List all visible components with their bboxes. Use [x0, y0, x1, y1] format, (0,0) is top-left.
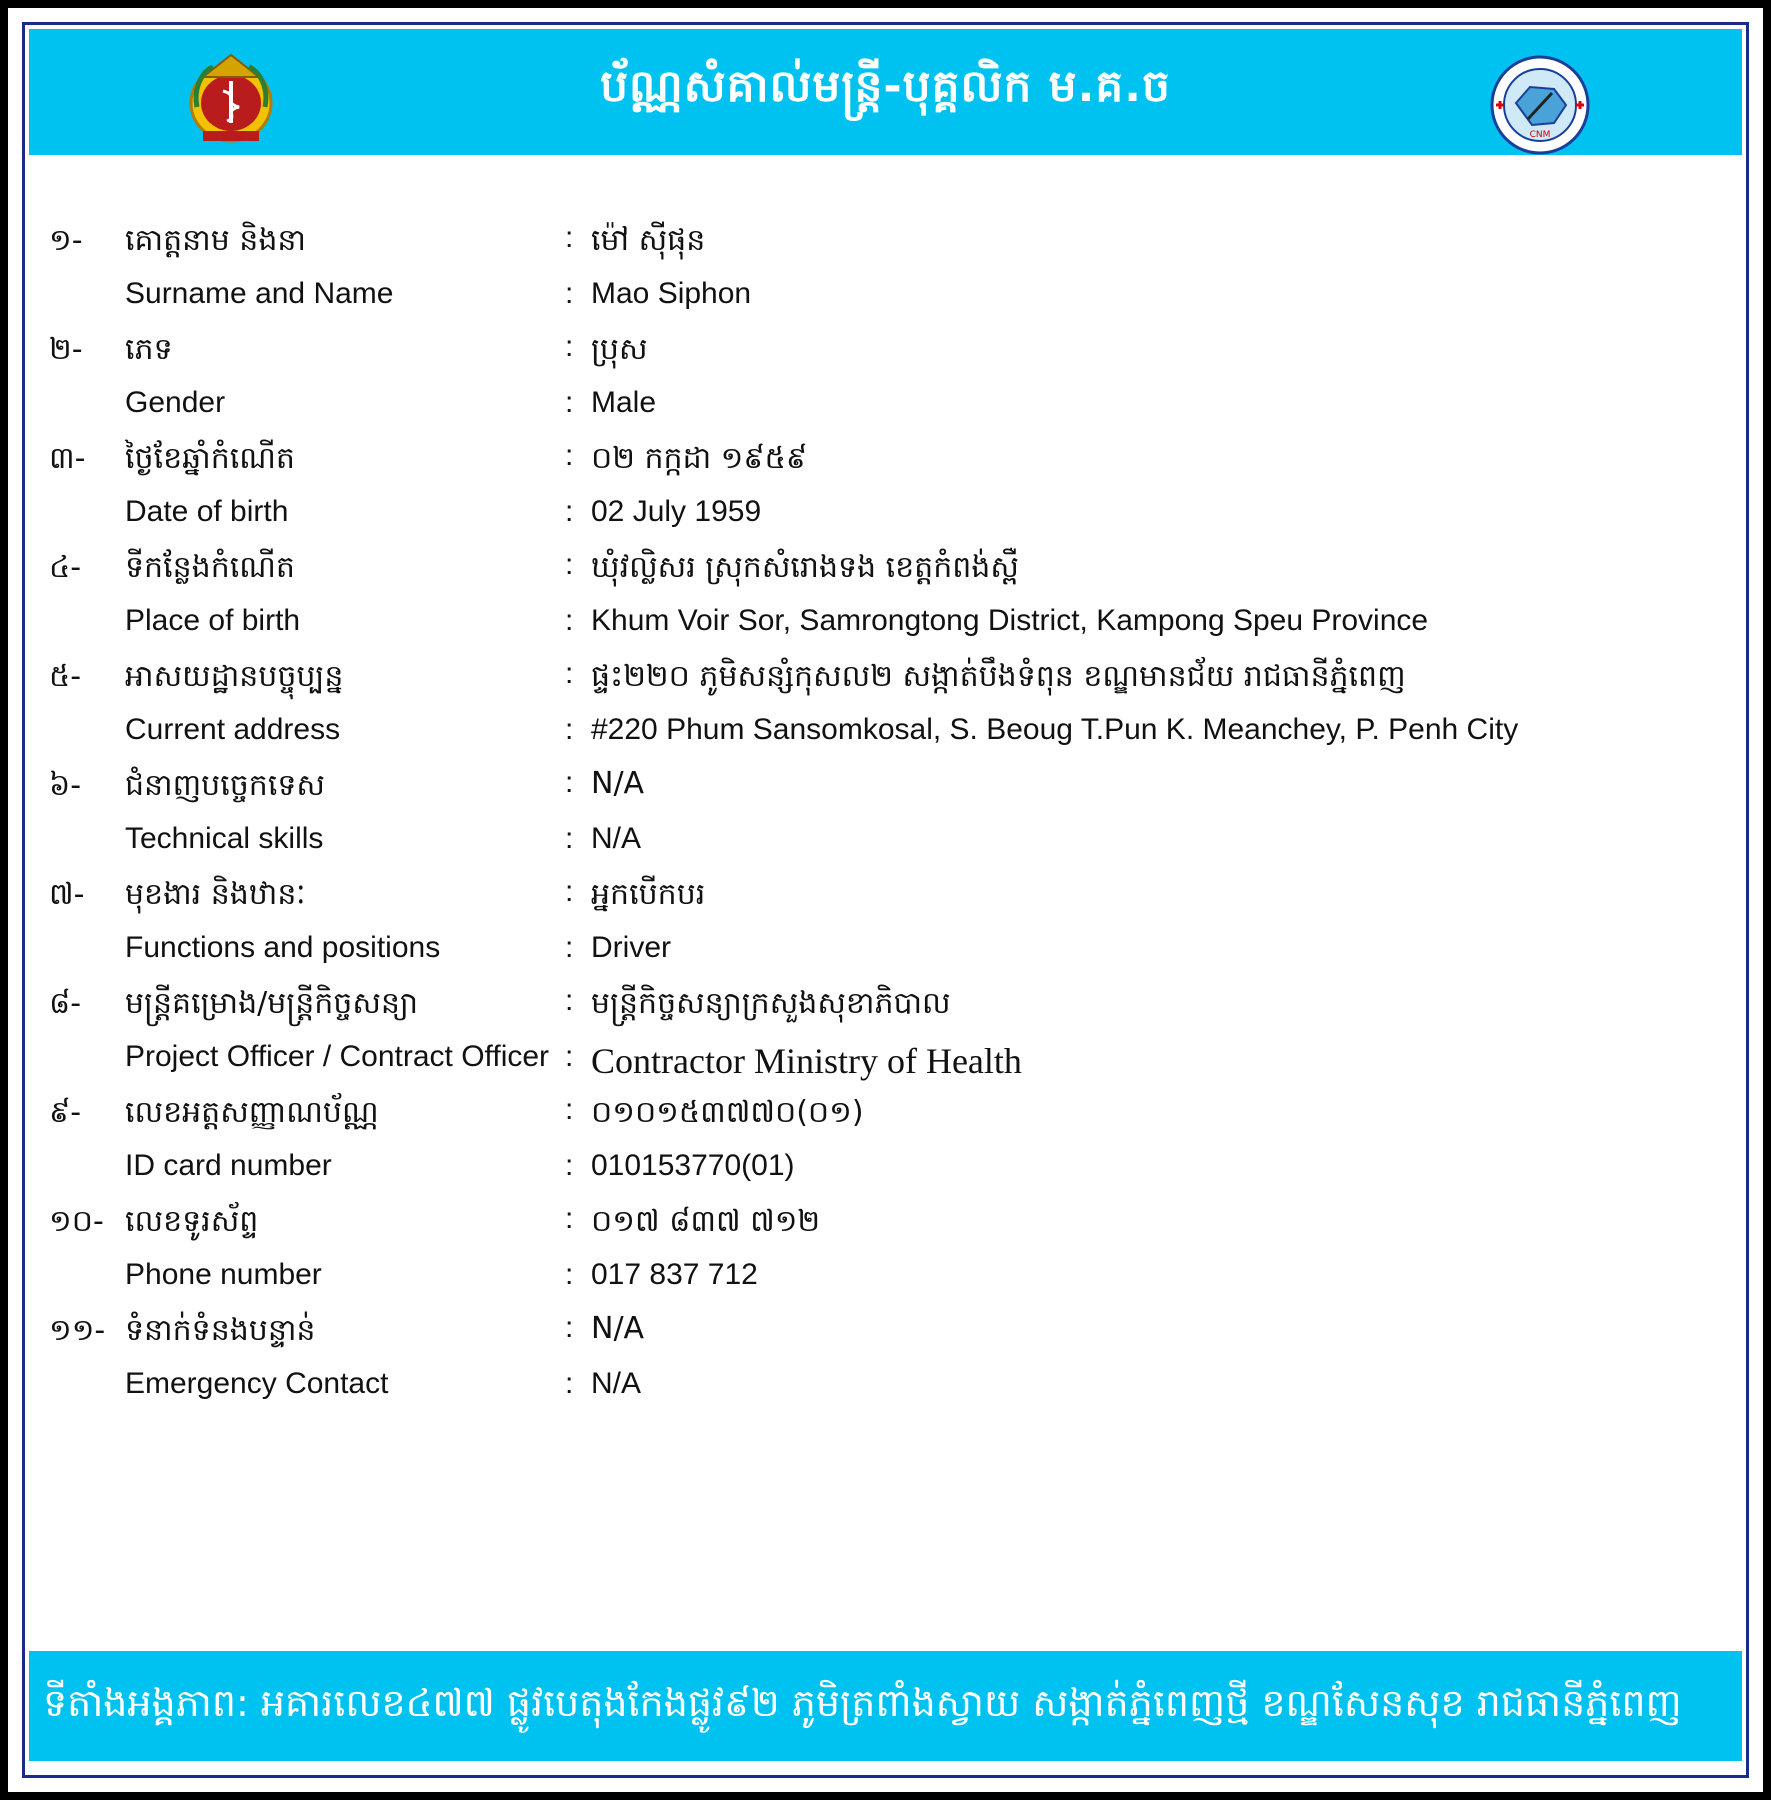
field-value-en: #220 Phum Sansomkosal, S. Beoug T.Pun K. Meanchey, P. Penh City: [591, 713, 1519, 746]
field-number: ៣-: [49, 441, 86, 476]
field-row-en: [25, 931, 1746, 979]
field-label-kh: ជំនាញបច្ចេកទេស: [125, 768, 325, 803]
field-colon: :: [565, 1367, 574, 1400]
field-colon: :: [565, 439, 574, 472]
field-label-kh: មុខងារ និងឋានៈ: [125, 877, 306, 912]
field-label-en: Emergency Contact: [125, 1367, 389, 1400]
field-label-kh: ទីកន្លែងកំណើត: [125, 550, 295, 585]
field-number: ៥-: [49, 659, 82, 694]
field-colon: :: [565, 1149, 574, 1182]
field-row-en: [25, 1149, 1746, 1197]
field-value-kh: N/A: [591, 766, 645, 801]
field-number: ២-: [49, 332, 83, 367]
field-colon: :: [565, 1258, 574, 1291]
field-label-en: Place of birth: [125, 604, 301, 637]
field-value-kh: ០២ កក្កដា ១៩៥៩: [591, 441, 808, 476]
field-label-kh: ទំនាក់ទំនងបន្ទាន់: [125, 1313, 316, 1348]
field-label-kh: គោត្តនាម និងនា: [125, 223, 306, 258]
field-label-en: ID card number: [125, 1149, 332, 1182]
field-label-en: Project Officer / Contract Officer: [125, 1040, 550, 1073]
field-row-en: [25, 713, 1746, 761]
field-colon: :: [565, 875, 574, 908]
field-value-en: Mao Siphon: [591, 277, 752, 310]
office-location-text: ទីតាំងអង្គភាព: អគារលេខ៤៧៧ ផ្លូវបេតុងកែងផ្លូវ៩២ ភូមិត្រពាំងស្វាយ សង្កាត់ភ្នំពេញថ្មី ខណ្ឌសែនសុខ រាជធានីភ្នំពេញ: [43, 1681, 1682, 1725]
fields-section: [25, 25, 1746, 1775]
field-value-kh: អ្នកបើកបរ: [591, 877, 706, 912]
field-number: ៦-: [49, 768, 82, 803]
footer-banner: [29, 1651, 1742, 1761]
field-row-kh: [25, 1093, 1746, 1141]
field-value-kh: N/A: [591, 1311, 645, 1346]
field-value-kh: ប្រុស: [591, 332, 648, 367]
field-value-en: Khum Voir Sor, Samrongtong District, Kampong Speu Province: [591, 604, 1429, 637]
field-colon: :: [565, 1093, 574, 1126]
field-row-kh: [25, 875, 1746, 923]
field-label-kh: អាសយដ្ឋានបច្ចុប្បន្ន: [125, 659, 344, 694]
field-value-kh: មន្ត្រីកិច្ចសន្យាក្រសួងសុខាភិបាល: [591, 986, 951, 1021]
field-value-kh: ផ្ទះ២២០ ភូមិសន្សំកុសល២ សង្កាត់បឹងទំពុន ខណ្ឌមានជ័យ រាជធានីភ្នំពេញ: [591, 659, 1406, 694]
field-value-en: 017 837 712: [591, 1258, 758, 1291]
field-number: ១០-: [49, 1204, 104, 1239]
field-row-en: [25, 604, 1746, 652]
field-row-kh: [25, 439, 1746, 487]
field-colon: :: [565, 495, 574, 528]
field-row-kh: [25, 657, 1746, 705]
field-number: ៨-: [49, 986, 82, 1021]
field-value-kh: ០១៧ ៨៣៧ ៧១២: [591, 1204, 821, 1239]
field-number: ១១-: [49, 1313, 106, 1348]
field-row-en: [25, 1040, 1746, 1088]
id-card-inner-border: [22, 22, 1749, 1778]
field-value-en: 02 July 1959: [591, 495, 762, 528]
field-row-kh: [25, 330, 1746, 378]
svg-text:CNM: CNM: [1529, 130, 1551, 140]
field-colon: :: [565, 386, 574, 419]
field-colon: :: [565, 1040, 574, 1073]
field-value-kh: ០១០១៥៣៧៧០(០១): [591, 1095, 864, 1130]
field-label-en: Phone number: [125, 1258, 322, 1291]
field-label-kh: លេខទូរស័ព្ទ: [125, 1204, 259, 1239]
field-label-en: Gender: [125, 386, 226, 419]
field-row-kh: [25, 1202, 1746, 1250]
field-number: ៧-: [49, 877, 85, 912]
field-value-kh: ម៉ៅ ស៊ីផុន: [591, 223, 706, 258]
field-row-kh: [25, 1311, 1746, 1359]
field-row-kh: [25, 766, 1746, 814]
field-label-en: Functions and positions: [125, 931, 441, 964]
field-row-en: [25, 277, 1746, 325]
field-colon: :: [565, 931, 574, 964]
field-row-en: [25, 1258, 1746, 1306]
field-value-en: 010153770(01): [591, 1149, 795, 1182]
field-label-en: Date of birth: [125, 495, 289, 528]
field-value-en: Male: [591, 386, 657, 419]
field-colon: :: [565, 1311, 574, 1344]
field-row-kh: [25, 984, 1746, 1032]
field-row-en: [25, 386, 1746, 434]
field-label-kh: មន្ត្រីគម្រោង/មន្ត្រីកិច្ចសន្យា: [125, 986, 418, 1021]
field-colon: :: [565, 766, 574, 799]
field-colon: :: [565, 221, 574, 254]
card-title: ប័ណ្ណសំគាល់មន្ត្រី-បុគ្គលិក ម.គ.ច: [600, 61, 1171, 112]
field-label-kh: ថ្ងៃខែឆ្នាំកំណើត: [125, 441, 295, 476]
field-colon: :: [565, 604, 574, 637]
field-row-kh: [25, 548, 1746, 596]
field-colon: :: [565, 1202, 574, 1235]
field-row-en: [25, 822, 1746, 870]
field-label-en: Current address: [125, 713, 341, 746]
field-row-kh: [25, 221, 1746, 269]
field-colon: :: [565, 713, 574, 746]
field-value-en: Driver: [591, 931, 671, 964]
field-value-en: N/A: [591, 822, 642, 855]
field-number: ១-: [49, 223, 83, 258]
field-label-kh: ភេទ: [125, 332, 173, 367]
field-colon: :: [565, 548, 574, 581]
field-value-en: Contractor Ministry of Health: [591, 1041, 1022, 1081]
field-colon: :: [565, 657, 574, 690]
field-colon: :: [565, 822, 574, 855]
field-label-en: Technical skills: [125, 822, 324, 855]
field-number: ៩-: [49, 1095, 82, 1130]
field-colon: :: [565, 984, 574, 1017]
field-value-kh: ឃុំវល្លិសរ ស្រុកសំរោងទង ខេត្តកំពង់ស្ពឺ: [591, 550, 1019, 585]
field-row-en: [25, 1367, 1746, 1415]
field-value-en: N/A: [591, 1367, 642, 1400]
field-colon: :: [565, 330, 574, 363]
field-row-en: [25, 495, 1746, 543]
field-colon: :: [565, 277, 574, 310]
field-number: ៤-: [49, 550, 82, 585]
field-label-en: Surname and Name: [125, 277, 394, 310]
field-label-kh: លេខអត្តសញ្ញាណប័ណ្ណ: [125, 1095, 379, 1130]
